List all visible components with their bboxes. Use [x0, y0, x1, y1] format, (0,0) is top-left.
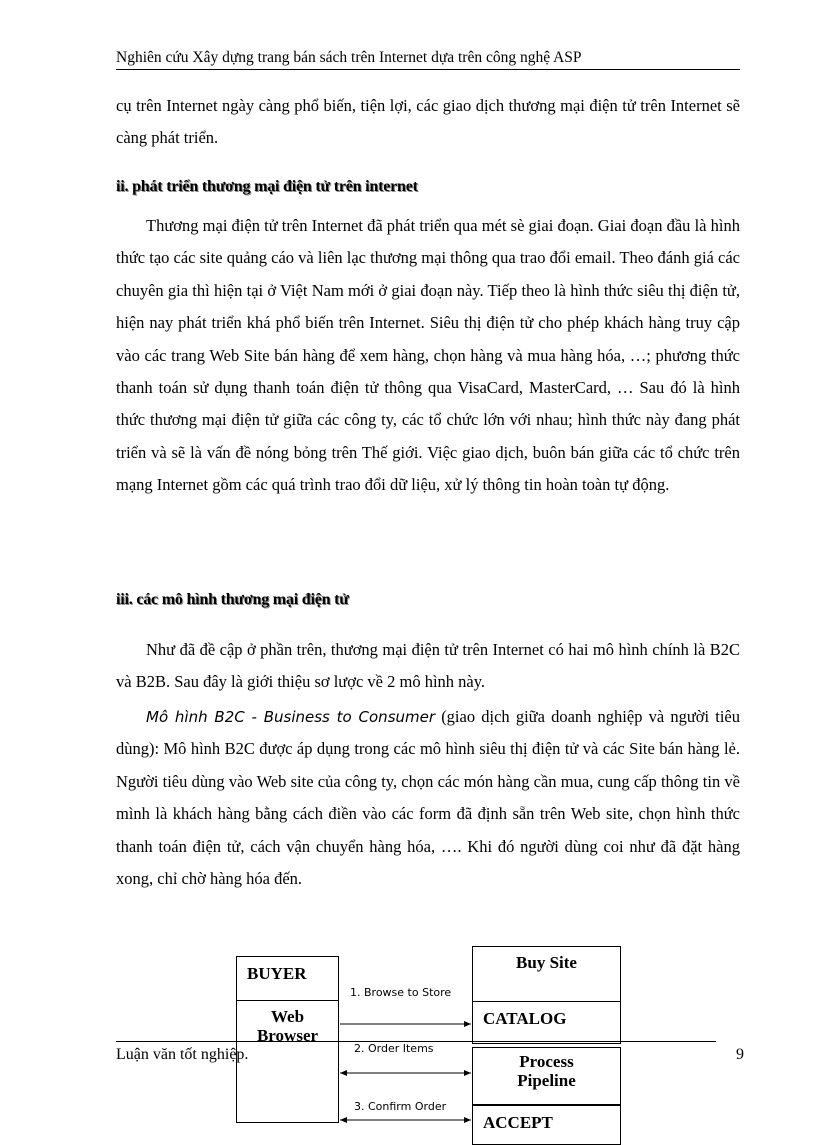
footer-rule	[116, 1041, 716, 1042]
b2c-model-term: Mô hình B2C - Business to Consumer	[146, 708, 436, 726]
catalog-label: CATALOG	[483, 1009, 567, 1028]
buy-site-label: Buy Site	[516, 953, 577, 972]
step-browse-label: 1. Browse to Store	[350, 986, 452, 999]
web-browser-label: Web Browser	[256, 1007, 319, 1045]
footer-thesis-label: Luận văn tốt nghiệp.	[116, 1046, 249, 1063]
accept-label: ACCEPT	[483, 1113, 553, 1132]
page-number: 9	[736, 1046, 744, 1063]
process-pipeline-label: Process Pipeline	[517, 1052, 576, 1090]
running-header: Nghiên cứu Xây dựng trang bán sách trên Internet dựa trên công nghệ ASP	[116, 48, 740, 70]
section-heading-iii: iii. các mô hình thương mại điện tử	[116, 591, 349, 608]
b2c-model-description: (giao dịch giữa doanh nghiệp và người tiêu dùng): Mô hình B2C được áp dụng trong các mô hình siêu thị điện tử và các Site bán hàng lẻ. Người tiêu dùng vào Web site của công ty, chọn các món hàng cần mua, cung cấp thông tin về mình là khách hàng bằng cách điền vào các form đã định sẵn trên Web site, chọn hình thức thanh toán điện tử, cách vận chuyển hàng hóa, …. Khi đó người dùng coi như đã đặt hàng xong, chỉ chờ hàng hóa đến.	[116, 707, 740, 889]
step-order-label: 2. Order Items	[354, 1042, 434, 1055]
paragraph-intro-continued: cụ trên Internet ngày càng phổ biến, tiện lợi, các giao dịch thương mại điện tử trên Internet sẽ càng phát triển.	[116, 96, 740, 148]
paragraph-models-intro: Như đã đề cập ở phần trên, thương mại điện tử trên Internet có hai mô hình chính là B2C và B2B. Sau đây là giới thiệu sơ lược về 2 mô hình này.	[116, 640, 740, 692]
step-confirm-label: 3. Confirm Order	[354, 1100, 447, 1113]
paragraph-development-stages: Thương mại điện tử trên Internet đã phát triển qua mét sè giai đoạn. Giai đoạn đầu là hình thức tạo các site quảng cáo và liên lạc thương mại thông qua trao đổi email. Theo đánh giá các chuyên gia thì hiện tại ở Việt Nam mới ở giai đoạn này. Tiếp theo là hình thức siêu thị điện tử, hiện nay phát triển khá phổ biến trên Internet. Siêu thị điện tử cho phép khách hàng truy cập vào các trang Web Site bán hàng để xem hàng, chọn hàng và mua hàng hóa, …; phương thức thanh toán sử dụng thanh toán điện tử thông qua VisaCard, MasterCard, … Sau đó là hình thức thương mại điện tử giữa các công ty, các tổ chức lớn với nhau; hình thức này đang phát triển và sẽ là vấn đề nóng bỏng trên Thế giới. Việc giao dịch, buôn bán giữa các tổ chức trên mạng Internet gồm các quá trình trao đổi dữ liệu, xử lý thông tin hoàn toàn tự động.	[116, 216, 740, 495]
section-heading-ii: ii. phát triển thương mại điện tử trên internet	[116, 178, 418, 195]
buyer-label: BUYER	[247, 964, 307, 983]
